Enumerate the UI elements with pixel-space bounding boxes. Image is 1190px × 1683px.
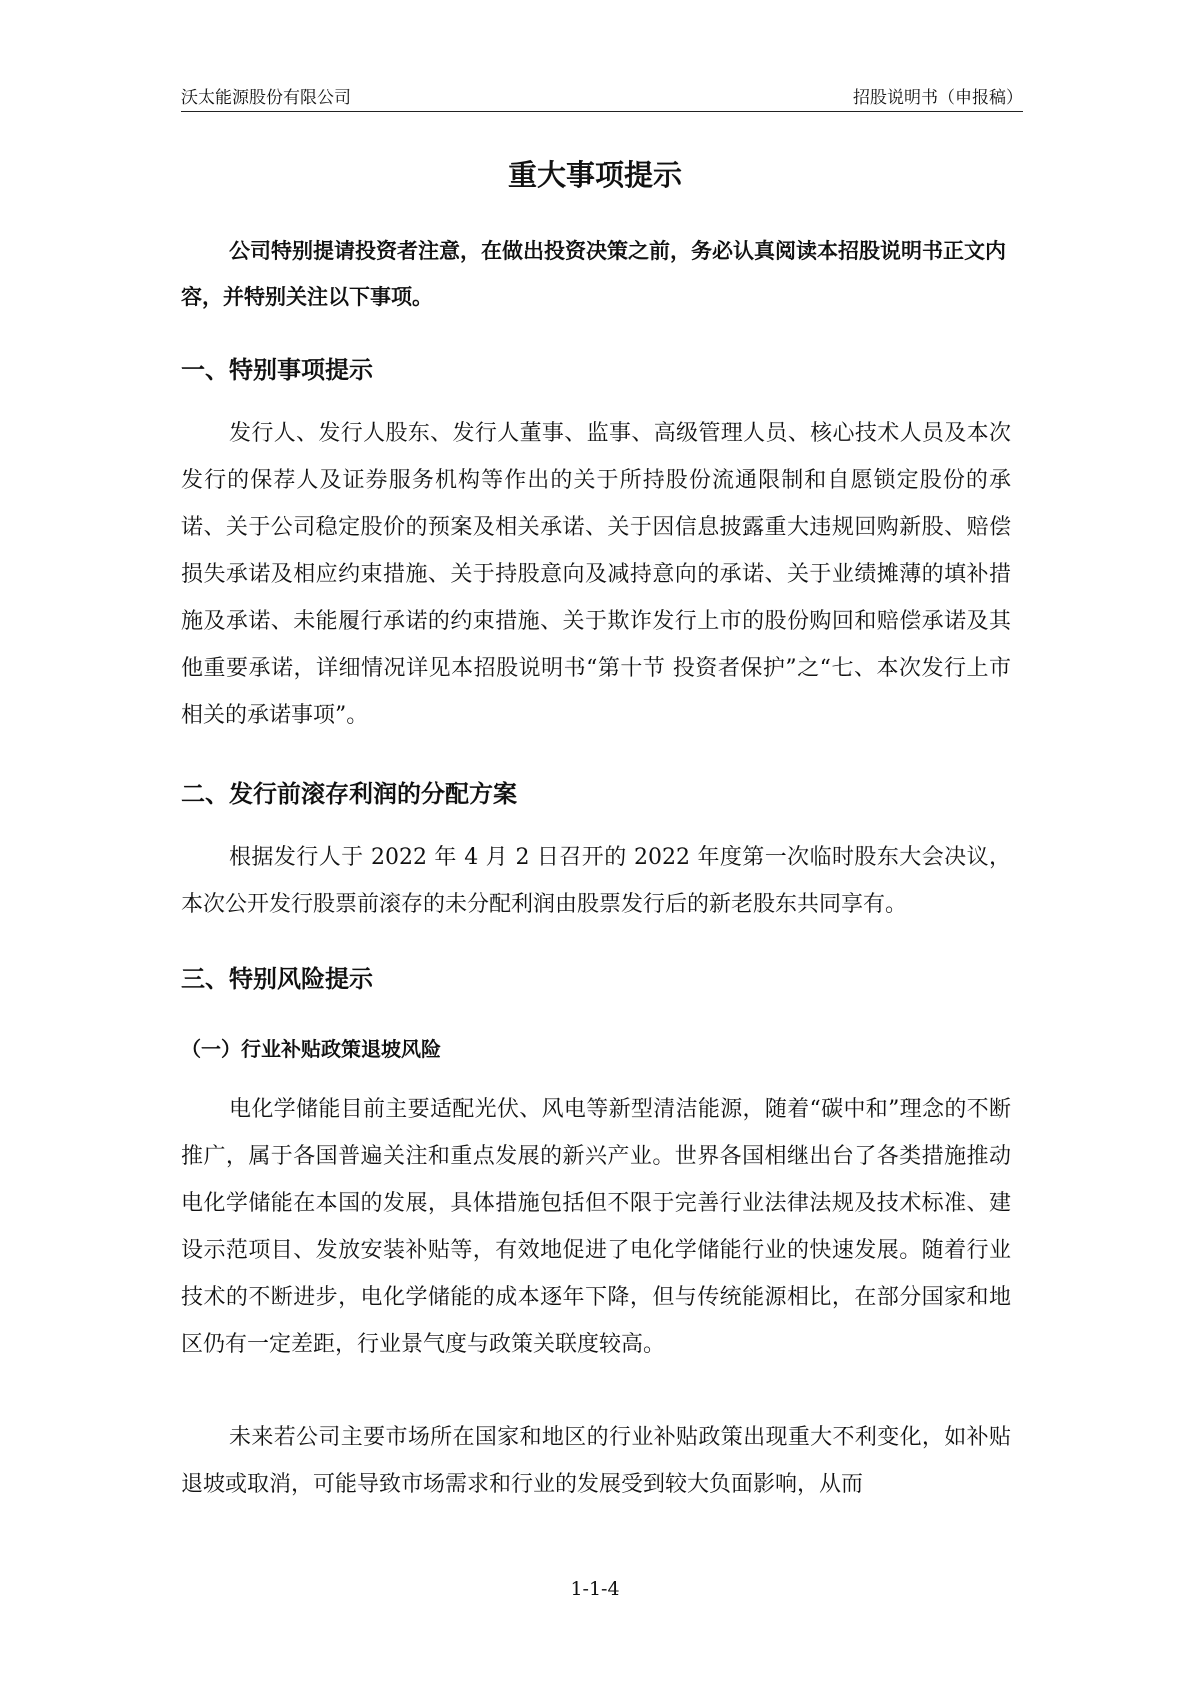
header-company: 沃太能源股份有限公司 (181, 88, 351, 108)
subsection-1-paragraph-2: 未来若公司主要市场所在国家和地区的行业补贴政策出现重大不利变化，如补贴退坡或取消，可能导致市场需求和行业的发展受到较大负面影响，从而 (181, 1425, 1011, 1497)
subsection-1-paragraph-1: 电化学储能目前主要适配光伏、风电等新型清洁能源，随着“碳中和”理念的不断推广，属于各国普遍关注和重点发展的新兴产业。世界各国相继出台了各类措施推动电化学储能在本国的发展，具体措施包括但不限于完善行业法律法规及技术标准、建设示范项目、发放安装补贴等，有效地促进了电化学储能行业的快速发展。随着行业技术的不断进步，电化学储能的成本逐年下降，但与传统能源相比，在部分国家和地区仍有一定差距，行业景气度与政策关联度较高。 (181, 1097, 1011, 1357)
header-doc-type: 招股说明书（申报稿） (853, 88, 1023, 108)
section-1-paragraph: 发行人、发行人股东、发行人董事、监事、高级管理人员、核心技术人员及本次发行的保荐人及证券服务机构等作出的关于所持股份流通限制和自愿锁定股份的承诺、关于公司稳定股价的预案及相关承诺、关于因信息披露重大违规回购新股、赔偿损失承诺及相应约束措施、关于持股意向及减持意向的承诺、关于业绩摊薄的填补措施及承诺、未能履行承诺的约束措施、关于欺诈发行上市的股份购回和赔偿承诺及其他重要承诺，详细情况详见本招股说明书“第十节 投资者保护”之“七、本次发行上市相关的承诺事项”。 (181, 421, 1011, 728)
subsection-1-heading: （一）行业补贴政策退坡风险 (181, 1037, 441, 1061)
section-2-paragraph: 根据发行人于 2022 年 4 月 2 日召开的 2022 年度第一次临时股东大会决议，本次公开发行股票前滚存的未分配利润由股票发行后的新老股东共同享有。 (181, 845, 1011, 917)
page-number: 1-1-4 (570, 1578, 620, 1600)
section-1-heading: 一、特别事项提示 (181, 356, 373, 384)
page-header (181, 82, 1023, 112)
section-3-heading: 三、特别风险提示 (181, 965, 373, 993)
section-2-heading: 二、发行前滚存利润的分配方案 (181, 780, 517, 808)
page-title: 重大事项提示 (507, 158, 682, 192)
notice-paragraph: 公司特别提请投资者注意，在做出投资决策之前，务必认真阅读本招股说明书正文内容，并特别关注以下事项。 (181, 239, 1006, 309)
